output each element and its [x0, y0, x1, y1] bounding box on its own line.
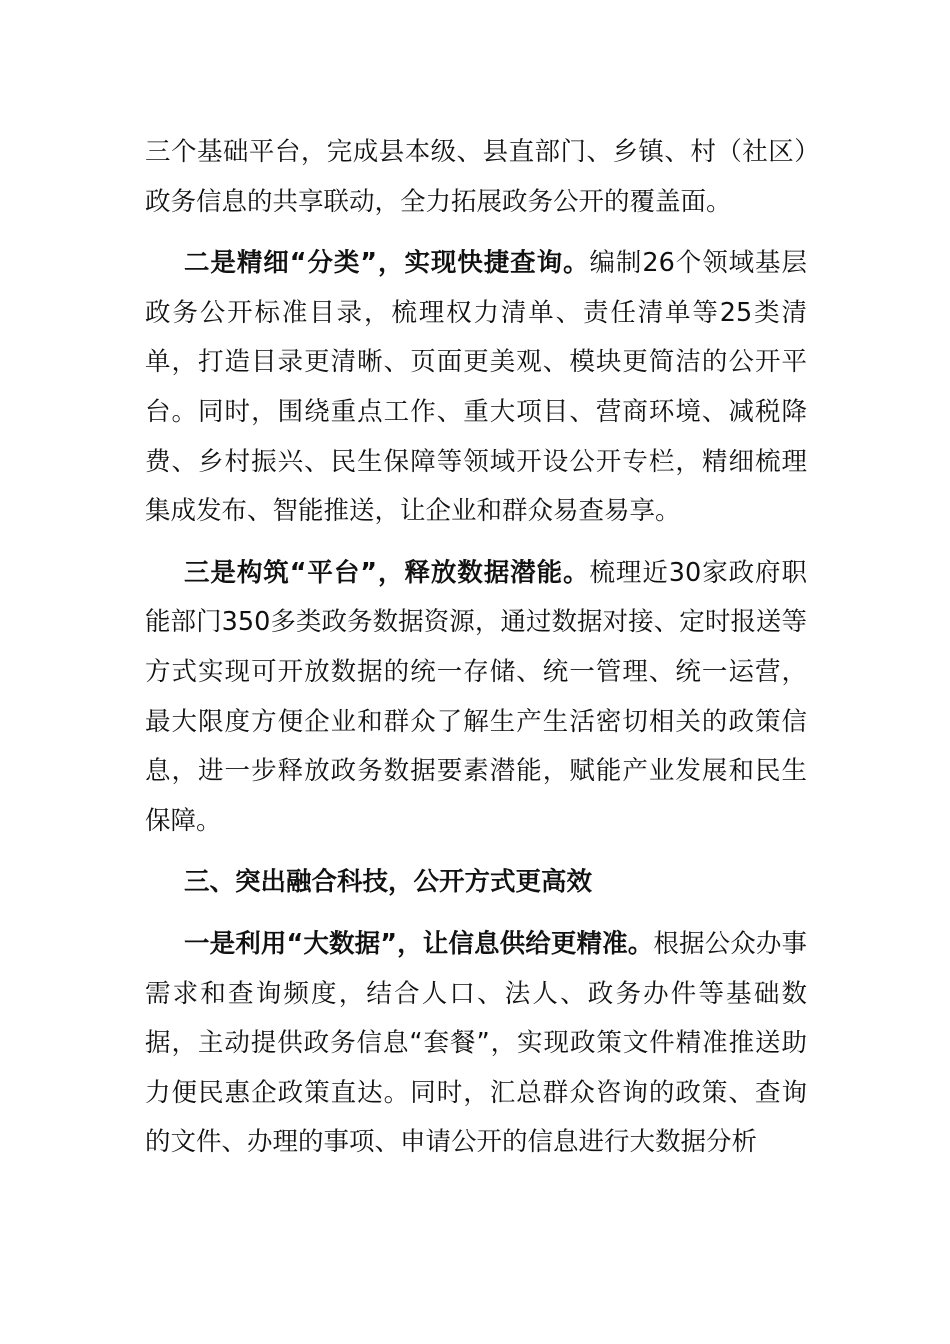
- paragraph-lead: 三是构筑“平台”，释放数据潜能。: [184, 557, 590, 588]
- paragraph-text: 三个基础平台，完成县本级、县直部门、乡镇、村（社区）政务信息的共享联动，全力拓展政务公开的覆盖面。: [145, 137, 807, 217]
- paragraph-build-platform: [145, 549, 807, 847]
- paragraph-text: 根据公众办事需求和查询频度，结合人口、法人、政务办件等基础数据，主动提供政务信息“套餐”，实现政策文件精准推送助力便民惠企政策直达。同时，汇总群众咨询的政策、查询的文件、办理的事项、申请公开的信息进行大数据分析: [145, 928, 807, 1158]
- paragraph-text: 梳理近30家政府职能部门350多类政务数据资源，通过数据对接、定时报送等方式实现可开放数据的统一存储、统一管理、统一运营，最大限度方便企业和群众了解生产生活密切相关的政策信息，进一步释放政务数据要素潜能，赋能产业发展和民生保障。: [145, 557, 807, 836]
- paragraph-text: 编制26个领域基层政务公开标准目录，梳理权力清单、责任清单等25类清单，打造目录更清晰、页面更美观、模块更简洁的公开平台。同时，围绕重点工作、重大项目、营商环境、减税降费、乡村振兴、民生保障等领域开设公开专栏，精细梳理集成发布、智能推送，让企业和群众易查易享。: [145, 248, 807, 527]
- paragraph-big-data: [145, 920, 807, 1168]
- paragraph-lead: 二是精细“分类”，实现快捷查询。: [184, 248, 590, 279]
- paragraph-refine-classification: [145, 239, 807, 537]
- paragraph-continuation: [145, 128, 807, 227]
- section-heading: 三、突出融合科技，公开方式更高效: [184, 867, 593, 898]
- paragraph-lead: 一是利用“大数据”，让信息供给更精准。: [184, 928, 654, 959]
- document-page: [145, 128, 807, 1168]
